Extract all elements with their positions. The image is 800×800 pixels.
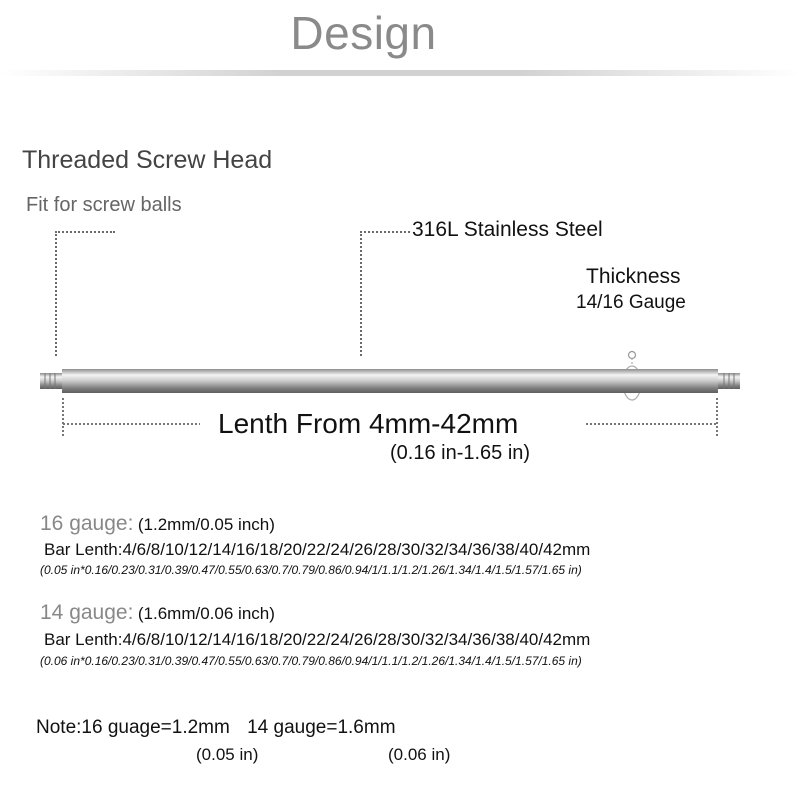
gauge-14-inch-values: (0.06 in*0.16/0.23/0.31/0.39/0.47/0.55/0.63/0.7/0.79/0.86/0.94/1/1.1/1.2/1.26/1.34/1.4/1.5/1.57/1.65 in) xyxy=(40,654,582,668)
screw-balls-leader-h xyxy=(55,231,115,233)
gauge-16-heading xyxy=(40,512,275,536)
gauge-16-bar-lenth: Bar Lenth:4/6/8/10/12/14/16/18/20/22/24/26/28/30/32/34/36/38/40/42mm xyxy=(44,540,591,559)
gauge-14-size: (1.6mm/0.06 inch) xyxy=(137,604,275,623)
left-thread xyxy=(40,373,62,389)
note-16-gauge: Note:16 guage=1.2mm xyxy=(36,717,230,738)
gauge-label: 14/16 Gauge xyxy=(576,292,686,313)
length-inch-label: (0.16 in-1.65 in) xyxy=(390,442,531,464)
screw-head-label: Threaded Screw Head xyxy=(22,146,273,174)
title-divider xyxy=(0,70,800,76)
screw-balls-label: Fit for screw balls xyxy=(26,194,182,216)
material-label: 316L Stainless Steel xyxy=(412,218,603,241)
gauge-16-inch-values: (0.05 in*0.16/0.23/0.31/0.39/0.47/0.55/0.63/0.7/0.79/0.86/0.94/1/1.1/1.2/1.26/1.34/1.4/1.5/1.57/1.65 in) xyxy=(40,563,582,577)
page-title: Design xyxy=(290,7,437,59)
gauge-14-bar-lenth: Bar Lenth:4/6/8/10/12/14/16/18/20/22/24/26/28/30/32/34/36/38/40/42mm xyxy=(44,630,591,649)
thickness-label: Thickness xyxy=(586,265,681,288)
note-14-gauge: 14 gauge=1.6mm xyxy=(247,717,396,738)
gauge-16-size: (1.2mm/0.05 inch) xyxy=(137,515,275,534)
material-leader-h xyxy=(360,231,410,233)
gauge-16-title: 16 gauge: xyxy=(40,512,134,535)
note-16-inch: (0.05 in) xyxy=(196,745,259,764)
note-14-inch: (0.06 in) xyxy=(388,745,451,764)
length-label: Lenth From 4mm-42mm xyxy=(218,408,519,439)
note-line xyxy=(36,717,396,739)
thickness-marker-dot xyxy=(629,352,636,359)
bar-body xyxy=(62,369,718,393)
gauge-14-title: 14 gauge: xyxy=(40,601,134,624)
gauge-14-heading xyxy=(40,601,275,625)
